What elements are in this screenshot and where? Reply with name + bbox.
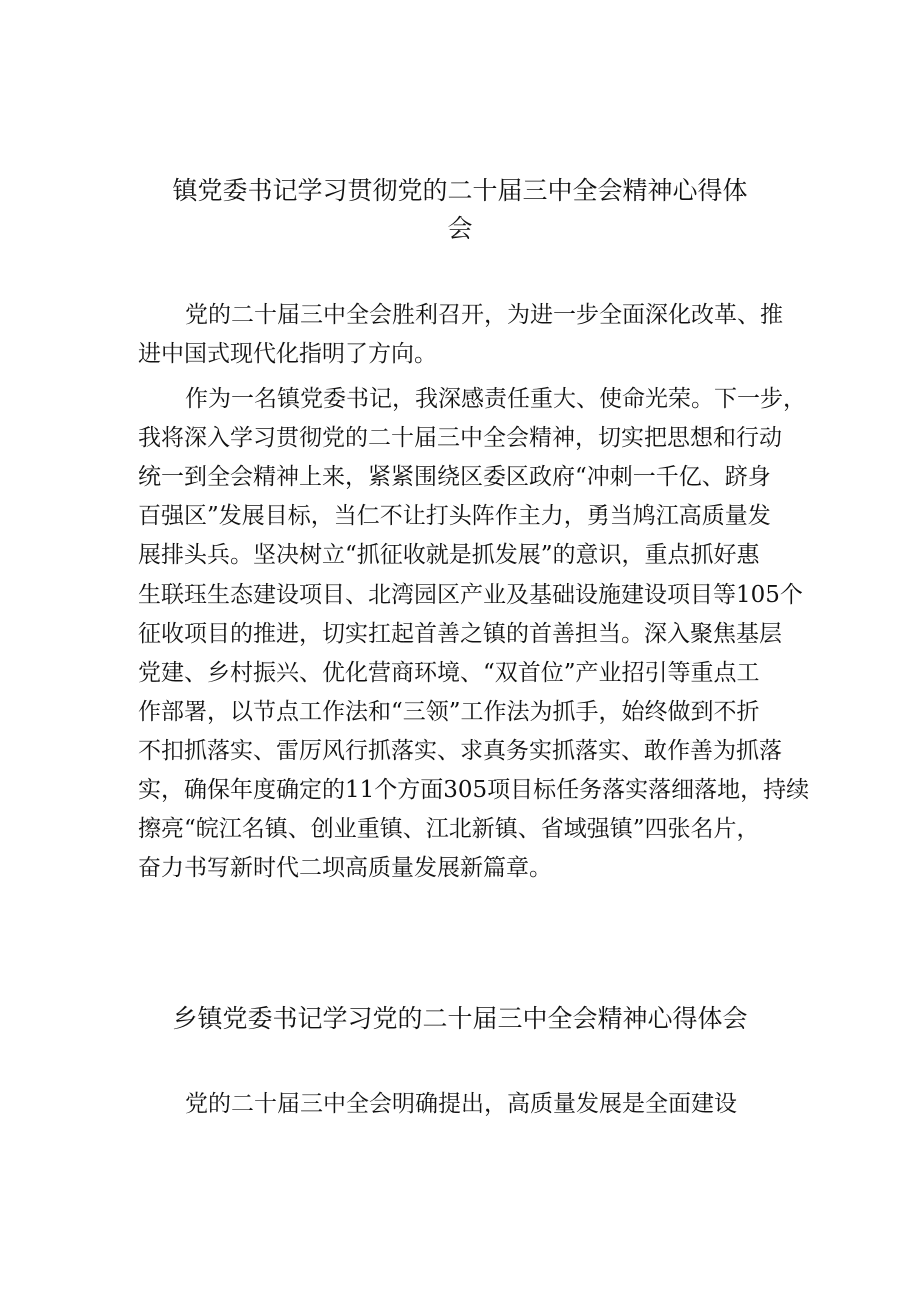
body-line: 实，确保年度确定的11个方面305项目标任务落实落细落地，持续	[138, 777, 810, 803]
article-1-title-line-2: 会	[447, 214, 473, 243]
body-line: 征收项目的推进，切实扛起首善之镇的首善担当。深入聚焦基层	[138, 621, 782, 647]
body-line: 奋力书写新时代二坝高质量发展新篇章。	[138, 855, 552, 881]
body-line: 统一到全会精神上来，紧紧围绕区委区政府“冲刺一千亿、跻身	[138, 464, 771, 490]
body-line: 擦亮“皖江名镇、创业重镇、江北新镇、省域强镇”四张名片，	[138, 816, 760, 842]
article-1-title	[0, 172, 920, 248]
body-line: 我将深入学习贯彻党的二十届三中全会精神，切实把思想和行动	[138, 425, 782, 451]
body-line: 党的二十届三中全会胜利召开，为进一步全面深化改革、推	[185, 302, 783, 328]
body-line: 展排头兵。坚决树立“抓征收就是抓发展”的意识，重点抓好惠	[138, 542, 760, 568]
body-line: 生联珏生态建设项目、北湾园区产业及基础设施建设项目等105个	[138, 582, 803, 608]
body-line: 进中国式现代化指明了方向。	[138, 341, 437, 367]
body-line: 不扣抓落实、雷厉风行抓落实、求真务实抓落实、敢作善为抓落	[138, 738, 782, 764]
article-2-title: 乡镇党委书记学习党的二十届三中全会精神心得体会	[172, 1004, 748, 1033]
body-line: 作部署，以节点工作法和“三领”工作法为抓手，始终做到不折	[138, 699, 760, 725]
body-line: 作为一名镇党委书记，我深感责任重大、使命光荣。下一步，	[185, 386, 806, 412]
body-line: 百强区”发展目标，当仁不让打头阵作主力，勇当鸠江高质量发	[138, 503, 771, 529]
body-line: 党的二十届三中全会明确提出，高质量发展是全面建设	[185, 1091, 737, 1117]
article-1-title-line-1: 镇党委书记学习贯彻党的二十届三中全会精神心得体	[172, 176, 748, 205]
body-line: 党建、乡村振兴、优化营商环境、“双首位”产业招引等重点工	[138, 660, 760, 686]
